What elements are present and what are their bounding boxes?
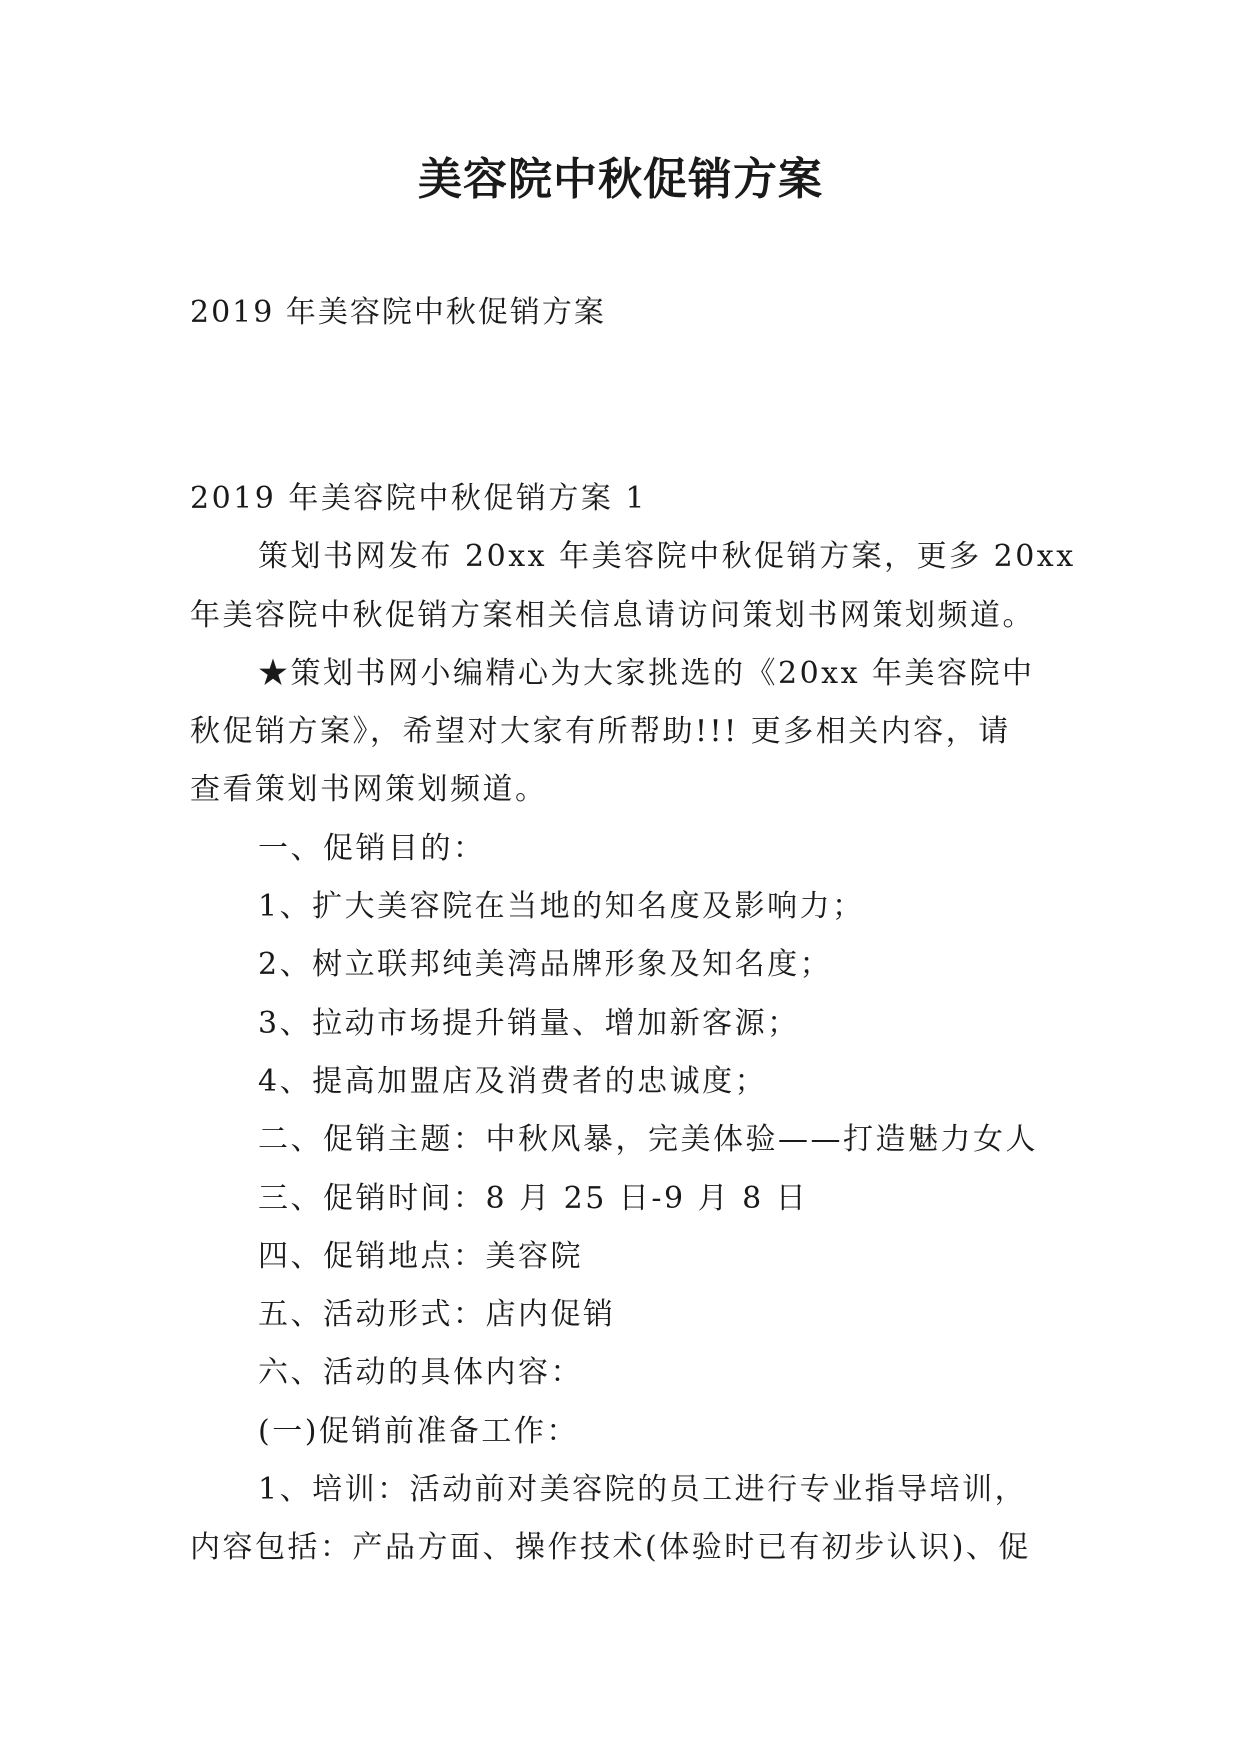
section-heading: 2019 年美容院中秋促销方案 1 <box>190 481 648 516</box>
paragraph-line: (一)促销前准备工作： <box>258 1413 579 1449</box>
paragraph-line: 查看策划书网策划频道。 <box>190 772 548 808</box>
paragraph-line: 4、提高加盟店及消费者的忠诚度； <box>258 1063 768 1099</box>
paragraph-line: 内容包括：产品方面、操作技术(体验时已有初步认识)、促 <box>190 1530 1031 1566</box>
paragraph-line: 策划书网发布 20xx 年美容院中秋促销方案，更多 20xx <box>258 539 1076 575</box>
paragraph-line: 四、促销地点：美容院 <box>258 1238 583 1274</box>
paragraph-line: ★策划书网小编精心为大家挑选的《20xx 年美容院中 <box>258 655 1035 691</box>
paragraph-line: 年美容院中秋促销方案相关信息请访问策划书网策划频道。 <box>190 597 1035 633</box>
paragraph-line: 秋促销方案》，希望对大家有所帮助!!! 更多相关内容，请 <box>190 714 1011 750</box>
paragraph-line: 3、拉动市场提升销量、增加新客源； <box>258 1005 800 1041</box>
paragraph-line: 2、树立联邦纯美湾品牌形象及知名度； <box>258 947 833 983</box>
document-body <box>190 470 1076 1578</box>
paragraph-line: 六、活动的具体内容： <box>258 1355 583 1391</box>
document-subtitle: 2019 年美容院中秋促销方案 <box>190 295 606 330</box>
paragraph-line: 1、扩大美容院在当地的知名度及影响力； <box>258 889 865 925</box>
paragraph-line: 1、培训：活动前对美容院的员工进行专业指导培训， <box>258 1472 1028 1508</box>
paragraph-line: 五、活动形式：店内促销 <box>258 1297 616 1333</box>
paragraph-line: 二、促销主题：中秋风暴，完美体验——打造魅力女人 <box>258 1122 1038 1158</box>
document-title: 美容院中秋促销方案 <box>418 154 823 205</box>
paragraph-line: 三、促销时间：8 月 25 日-9 月 8 日 <box>258 1180 809 1216</box>
paragraph-line: 一、促销目的： <box>258 830 486 866</box>
